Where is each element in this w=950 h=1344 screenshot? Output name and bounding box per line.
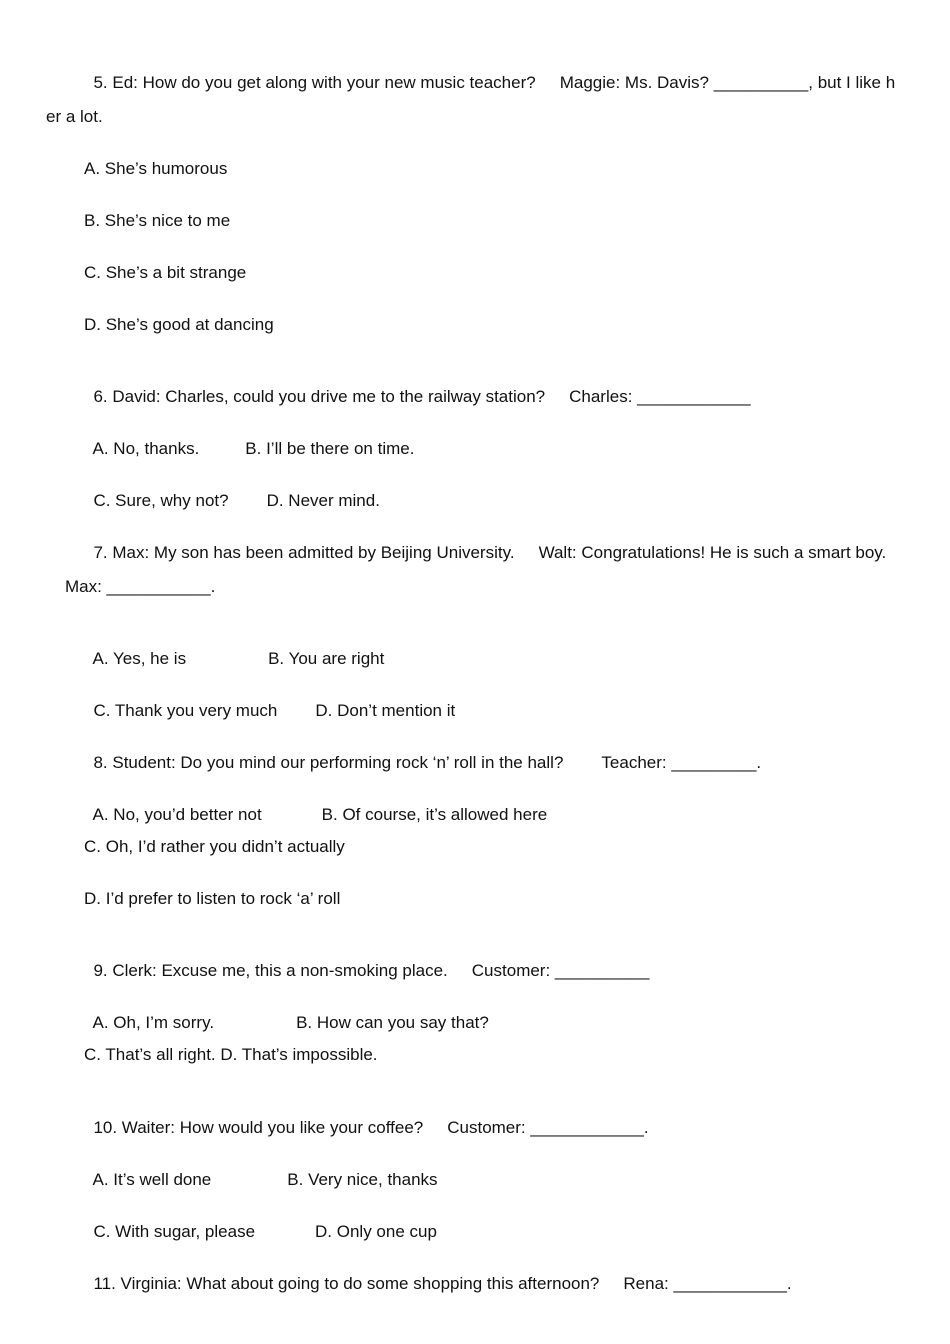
question-9-options-ab (84, 993, 489, 1033)
question-10-options-ab (84, 1150, 438, 1190)
question-7-option-b: B. You are right (268, 649, 385, 668)
question-6-speaker-2: Charles: ____________ (569, 387, 751, 406)
question-7-prompt-continued: Max: ___________. (65, 577, 216, 596)
question-11-prompt (84, 1254, 792, 1294)
question-6-option-b: B. I’ll be there on time. (245, 439, 415, 458)
question-5-speaker-2: Maggie: Ms. Davis? __________, but I like h (559, 73, 896, 92)
question-8-prompt (84, 733, 761, 773)
question-6-options-cd (84, 471, 380, 511)
question-9-prompt (84, 941, 649, 981)
question-8-option-c: C. Oh, I’d rather you didn’t actually (84, 837, 345, 856)
question-5-option-c: C. She’s a bit strange (84, 263, 247, 282)
question-5-prompt-continued: er a lot. (46, 107, 103, 126)
question-6-prompt (84, 367, 751, 407)
question-8-option-d: D. I’d prefer to listen to rock ‘a’ roll (84, 889, 341, 908)
question-10-speaker-2: Customer: ____________. (447, 1118, 649, 1137)
question-8-option-b: B. Of course, it’s allowed here (321, 805, 548, 824)
question-10-speaker-1: 10. Waiter: How would you like your coffee? (93, 1118, 424, 1137)
question-9-speaker-2: Customer: __________ (471, 961, 650, 980)
question-5-option-d: D. She’s good at dancing (84, 315, 274, 334)
question-10-option-c: C. With sugar, please (93, 1222, 256, 1241)
question-7-options-ab (84, 629, 384, 669)
question-6-option-d: D. Never mind. (266, 491, 380, 510)
question-8-options-ab (84, 785, 547, 825)
question-5-speaker-1: 5. Ed: How do you get along with your new music teacher? (93, 73, 536, 92)
question-6-speaker-1: 6. David: Charles, could you drive me to the railway station? (93, 387, 546, 406)
question-10-option-d: D. Only one cup (315, 1222, 437, 1241)
question-7-option-c: C. Thank you very much (93, 701, 278, 720)
question-5-option-a: A. She’s humorous (84, 159, 228, 178)
question-5-option-b: B. She’s nice to me (84, 211, 231, 230)
question-6-options-ab (84, 419, 414, 459)
question-10-option-a: A. It’s well done (92, 1170, 212, 1189)
question-8-speaker-2: Teacher: _________. (601, 753, 762, 772)
question-7-speaker-1: 7. Max: My son has been admitted by Beijing University. (93, 543, 515, 562)
question-7-prompt (84, 523, 886, 563)
question-11-speaker-1: 11. Virginia: What about going to do some shopping this afternoon? (93, 1274, 600, 1293)
question-7-option-a: A. Yes, he is (92, 649, 187, 668)
question-8-speaker-1: 8. Student: Do you mind our performing rock ‘n’ roll in the hall? (93, 753, 564, 772)
question-9-speaker-1: 9. Clerk: Excuse me, this a non-smoking place. (93, 961, 448, 980)
question-6-option-c: C. Sure, why not? (93, 491, 229, 510)
question-8-option-a: A. No, you’d better not (92, 805, 262, 824)
question-10-options-cd (84, 1202, 437, 1242)
question-10-option-b: B. Very nice, thanks (287, 1170, 438, 1189)
question-9-options-cd: C. That’s all right. D. That’s impossible. (84, 1045, 378, 1064)
question-11-speaker-2: Rena: ____________. (623, 1274, 792, 1293)
question-5-prompt (84, 53, 895, 93)
question-7-option-d: D. Don’t mention it (315, 701, 456, 720)
question-10-prompt (84, 1098, 649, 1138)
question-9-option-a: A. Oh, I’m sorry. (92, 1013, 215, 1032)
question-9-option-b: B. How can you say that? (296, 1013, 489, 1032)
question-7-speaker-2: Walt: Congratulations! He is such a smart boy. (538, 543, 887, 562)
question-6-option-a: A. No, thanks. (92, 439, 200, 458)
question-7-options-cd (84, 681, 455, 721)
